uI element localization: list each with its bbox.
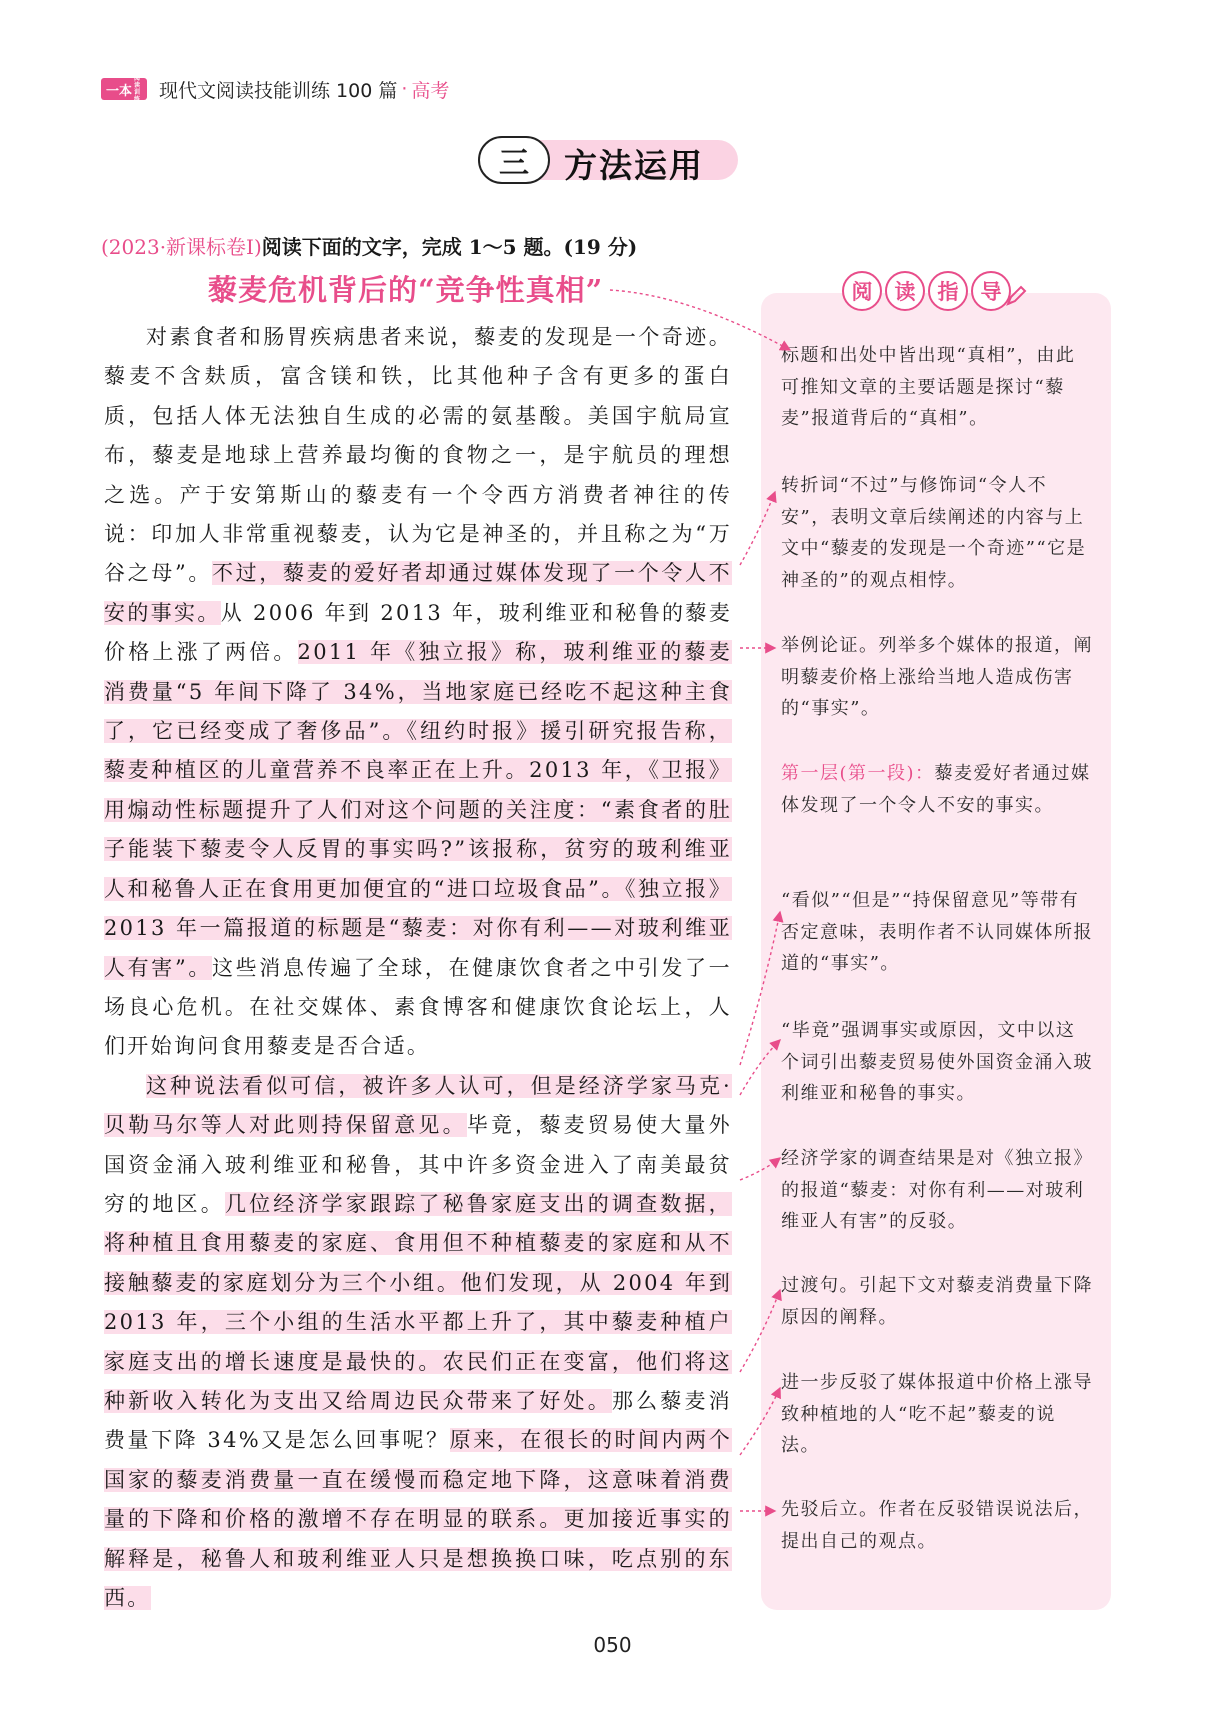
logo-text: 一本 xyxy=(106,83,133,99)
connector-arrow xyxy=(740,1158,780,1180)
guide-note-text: 转折词“不过”与修饰词“令人不安”，表明文章后续阐述的内容与上文中“藜麦的发现是一个奇迹”“它是神圣的”的观点相悖。 xyxy=(781,475,1087,591)
sentence: 对素食者和肠胃疾病患者来说，藜麦的发现是一个奇迹。藜麦不含麸质，富含镁和铁，比其他种子含有更多的蛋白质，包括人体无法独自生成的必需的氨基酸。美国宇航局宣布，藜麦是地球上营养最均衡的食物之一，是宇航员的理想之选。产于安第斯山的藜麦有一个令西方消费者神往的传说：印加人非常重视藜麦，认为它是神圣的，并且称之为“万谷之母”。 xyxy=(104,325,732,586)
guide-note-text: 过渡句。引起下文对藜麦消费量下降原因的阐释。 xyxy=(781,1275,1093,1328)
question-text: 阅读下面的文字，完成 1～5 题。(19 分) xyxy=(261,235,638,259)
guide-note-text: “毕竟”强调事实或原因，文中以这个词引出藜麦贸易使外国资金涌入玻利维亚和秘鲁的事实。 xyxy=(781,1020,1093,1104)
guide-note-text: 经济学家的调查结果是对《独立报》的报道“藜麦：对你有利——对玻利维亚人有害”的反驳。 xyxy=(781,1148,1093,1232)
section-number: 三 xyxy=(478,136,550,184)
logo-small-text: 阅读训练 xyxy=(134,75,141,103)
sentence: 那么藜麦消费量下降 34%又是怎么回事呢？ xyxy=(104,1388,732,1453)
highlighted-sentence: 原来，在很长的时间内两个国家的藜麦消费量一直在缓慢而稳定地下降，这意味着消费量的下降和价格的激增不存在明显的联系。 xyxy=(104,1428,732,1532)
article-title: 藜麦危机背后的“竞争性真相” xyxy=(208,273,604,307)
guide-title-char: 指 xyxy=(928,271,968,311)
guide-note-text: “看似”“但是”“持保留意见”等带有否定意味，表明作者不认同媒体所报道的“事实”。 xyxy=(781,890,1093,974)
book-title: 现代文阅读技能训练 100 篇 xyxy=(159,79,398,102)
highlighted-sentence: 几位经济学家跟踪了秘鲁家庭支出的调查数据，将种植且食用藜麦的家庭、食用但不种植藜麦的家庭和从不接触藜麦的家庭划分为三个小组。他们发现，从 2004 年到 2013 年，三个小组的生活水平都上升了，其中藜麦种植户家庭支出的增长速度是最快的。农民们正在变富，他们将这种新收入转化为支出又给周边民众带来了好处。 xyxy=(104,1191,732,1413)
connector-arrow xyxy=(740,1388,780,1455)
page-number: 050 xyxy=(593,1633,632,1657)
guide-note-text: 进一步反驳了媒体报道中价格上涨导致种植地的人“吃不起”藜麦的说法。 xyxy=(781,1372,1093,1456)
book-level-tag: 高考 xyxy=(411,79,450,102)
guide-note-text: 先驳后立。作者在反驳错误说法后，提出自己的观点。 xyxy=(781,1499,1093,1552)
sentence: 从 2006 年到 2013 年，玻利维亚和秘鲁的藜麦价格上涨了两倍。 xyxy=(104,600,733,665)
guide-title-char: 阅 xyxy=(842,271,882,311)
highlighted-sentence: 不过，藜麦的爱好者却通过媒体发现了一个令人不安的事实。 xyxy=(104,561,732,625)
guide-note-text: 举例论证。列举多个媒体的报道，阐明藜麦价格上涨给当地人造成伤害的“事实”。 xyxy=(781,635,1093,719)
sentence: 毕竟，藜麦贸易使大量外国资金涌入玻利维亚和秘鲁，其中许多资金进入了南美最贫穷的地区。 xyxy=(104,1113,732,1216)
guide-title-char: 读 xyxy=(885,271,925,311)
connector-arrow xyxy=(740,1040,780,1095)
highlighted-sentence: 这种说法看似可信，被许多人认可，但是经济学家马克·贝勒马尔等人对此则持保留意见。 xyxy=(104,1073,732,1138)
guide-note-text: 标题和出处中皆出现“真相”，由此可推知文章的主要话题是探讨“藜麦”报道背后的“真相”。 xyxy=(781,345,1076,429)
connector-arrow xyxy=(610,290,790,350)
section-title: 方法运用 xyxy=(564,146,704,185)
connector-arrow xyxy=(740,492,775,565)
highlighted-sentence: 更加接近事实的解释是，秘鲁人和玻利维亚人只是想换换口味，吃点别的东西。 xyxy=(104,1507,732,1610)
question-source: (2023·新课标卷Ⅰ) xyxy=(101,235,262,259)
guide-title-char: 导 xyxy=(971,271,1011,311)
guide-note-text: 藜麦爱好者通过媒体发现了一个令人不安的事实。 xyxy=(781,763,1091,816)
connector-arrow xyxy=(740,912,780,1065)
connector-arrow xyxy=(740,1290,780,1372)
sentence: 这些消息传遍了全球，在健康饮食者之中引发了一场良心危机。在社交媒体、素食博客和健康饮食论坛上，人们开始询问食用藜麦是否合适。 xyxy=(104,955,732,1059)
header-separator: · xyxy=(401,78,408,100)
guide-note-label: 第一层(第一段)： xyxy=(781,763,935,784)
highlighted-sentence: 2011 年《独立报》称，玻利维亚的藜麦消费量“5 年间下降了 34%，当地家庭已经吃不起这种主食了，它已经变成了奢侈品”。《纽约时报》援引研究报告称，藜麦种植区的儿童营养不良率正在上升。2013 年，《卫报》用煽动性标题提升了人们对这个问题的关注度：“素食者的肚子能装下藜麦令人反胃的事实吗?”该报称，贫穷的玻利维亚人和秘鲁人正在食用更加便宜的“进口垃圾食品”。《独立报》2013 年一篇报道的标题是“藜麦：对你有利——对玻利维亚人有害”。 xyxy=(104,640,732,980)
